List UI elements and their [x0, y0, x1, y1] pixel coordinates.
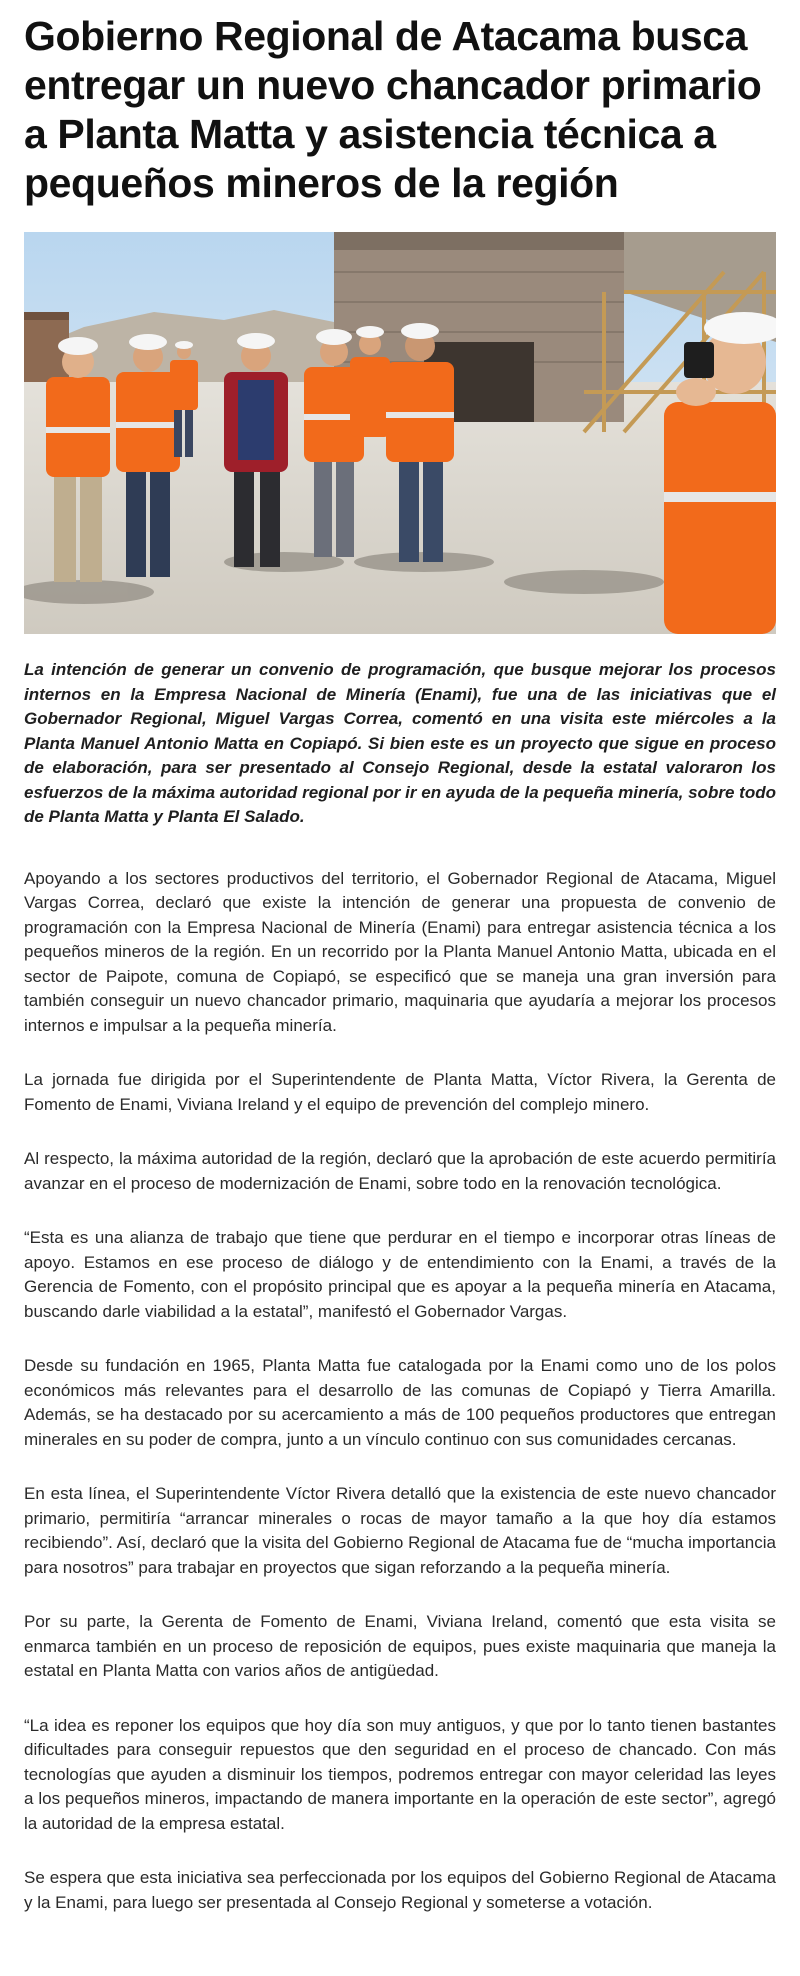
paragraph: Desde su fundación en 1965, Planta Matta fue catalogada por la Enami como uno de los polos económicos más relevantes para el desarrollo de las comunas de Copiapó y Tierra Amarilla. Además, se ha destacado por su acercamiento a más de 100 pequeños productores que entregan minerales en su poder de compra, junto a un vínculo continuo con sus comunidades cercanas. [24, 1356, 776, 1449]
article [0, 6, 800, 1915]
article-photo [24, 232, 776, 634]
paragraph: Al respecto, la máxima autoridad de la región, declaró que la aprobación de este acuerdo permitiría avanzar en el proceso de modernización de Enami, sobre todo en la renovación tecnológica. [24, 1149, 776, 1193]
article-title: Gobierno Regional de Atacama busca entregar un nuevo chancador primario a Planta Matta y asistencia técnica a pequeños mineros de la región [24, 13, 762, 206]
paragraph: Se espera que esta iniciativa sea perfeccionada por los equipos del Gobierno Regional de Atacama y la Enami, para luego ser presentada al Consejo Regional y someterse a votación. [24, 1868, 776, 1912]
paragraph: La jornada fue dirigida por el Superintendente de Planta Matta, Víctor Rivera, la Gerenta de Fomento de Enami, Viviana Ireland y el equipo de prevención del complejo minero. [24, 1070, 776, 1114]
paragraph: “La idea es reponer los equipos que hoy día son muy antiguos, y que por lo tanto tienen bastantes dificultades para conseguir repuestos que den seguridad en el proceso de chancado. Con más tecnologías que ayuden a disminuir los tiempos, podremos entregar con mayor celeridad las leyes a los pequeños mineros, impactando de manera importante en la operación de este sector”, agregó la autoridad de la empresa estatal. [24, 1715, 776, 1833]
article-body [24, 867, 776, 1916]
paragraph: Apoyando a los sectores productivos del territorio, el Gobernador Regional de Atacama, Miguel Vargas Correa, declaró que existe la intención de generar una propuesta de convenio de programación con la Empresa Nacional de Minería (Enami) para entregar asistencia técnica a los pequeños mineros de la región. En un recorrido por la Planta Manuel Antonio Matta, ubicada en el sector de Paipote, comuna de Copiapó, se especificó que se maneja una gran inversión para también conseguir un nuevo chancador primario, maquinaria que ayudaría a mejorar los procesos internos e impulsar a la pequeña minería. [24, 868, 776, 1035]
paragraph: En esta línea, el Superintendente Víctor Rivera detalló que la existencia de este nuevo chancador primario, permitiría “arrancar minerales o rocas de mayor tamaño a la que hoy día estamos recibiendo”. Así, declaró que la visita del Gobierno Regional de Atacama fue de “mucha importancia para nosotros” para trabajar en proyectos que sigan reforzando a la pequeña minería. [24, 1484, 776, 1577]
paragraph: “Esta es una alianza de trabajo que tiene que perdurar en el tiempo e incorporar otras líneas de apoyo. Estamos en ese proceso de diálogo y de entendimiento con la Enami, a través de la Gerencia de Fomento, con el propósito principal que es apoyar a la pequeña minería en Atacama, buscando darle viabilidad a la estatal”, manifestó el Gobernador Vargas. [24, 1228, 776, 1321]
article-lead: La intención de generar un convenio de programación, que busque mejorar los procesos internos en la Empresa Nacional de Minería (Enami), fue una de las iniciativas que el Gobernador Regional, Miguel Vargas Correa, comentó en una visita este miércoles a la Planta Manuel Antonio Matta en Copiapó. Si bien este es un proyecto que sigue en proceso de elaboración, para ser presentado al Consejo Regional, desde la estatal valoraron los esfuerzos de la máxima autoridad regional por ir en ayuda de la pequeña minería, sobre todo de Planta Matta y Planta El Salado. [24, 660, 776, 826]
paragraph: Por su parte, la Gerenta de Fomento de Enami, Viviana Ireland, comentó que esta visita se enmarca también en un proceso de reposición de equipos, pues existe maquinaria que maneja la estatal en Planta Matta con varios años de antigüedad. [24, 1612, 776, 1680]
